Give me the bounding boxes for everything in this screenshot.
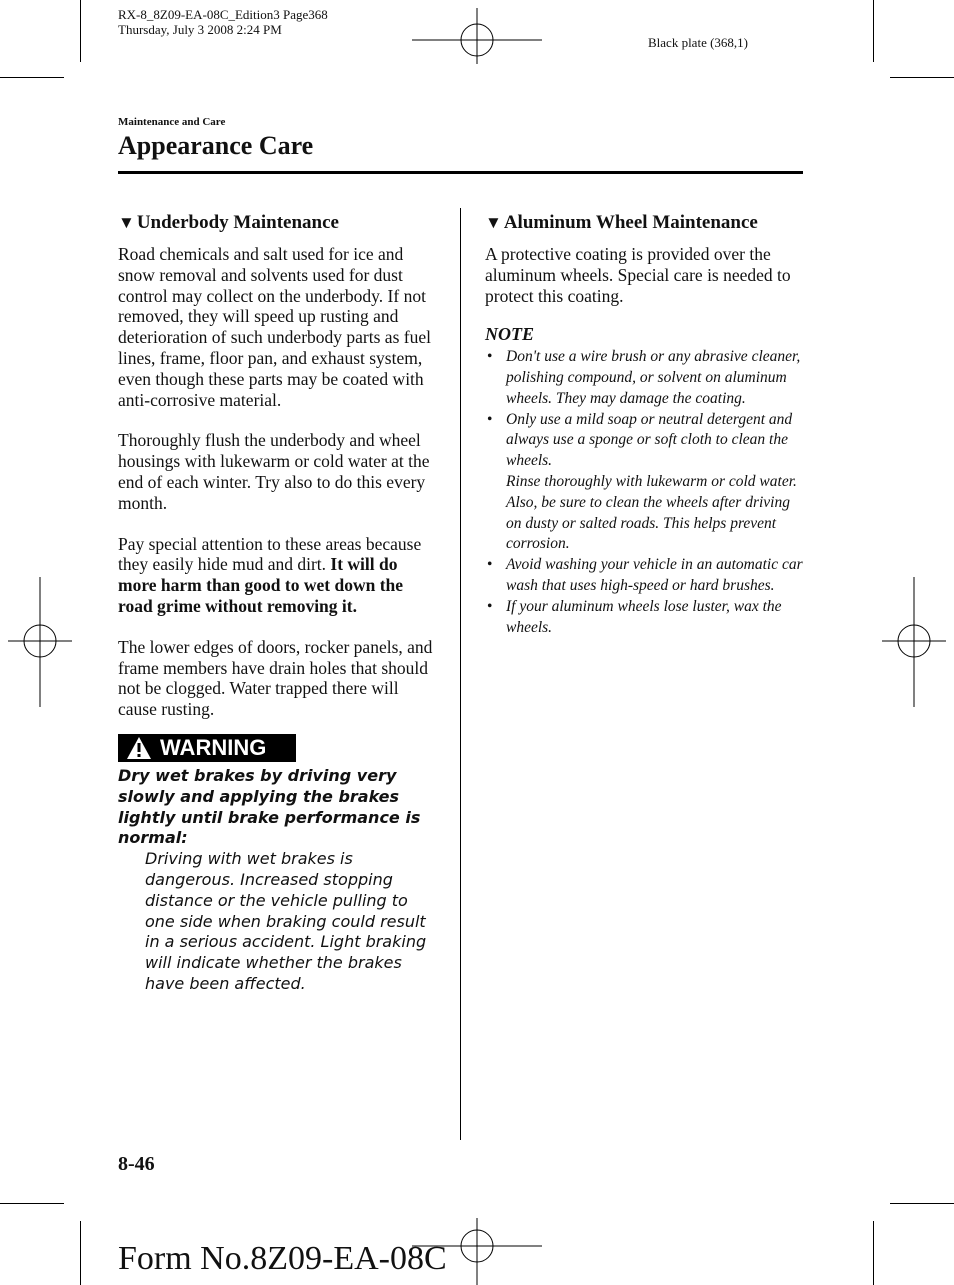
note-text: If your aluminum wheels lose luster, wax the wheels. <box>506 597 782 636</box>
paragraph: A protective coating is provided over the aluminum wheels. Special care is needed to protect this coating. <box>485 244 791 306</box>
list-item <box>485 555 805 597</box>
paragraph-emphasis: It will do more harm than good to wet down the road grime without removing it. <box>118 554 404 616</box>
crop-mark <box>890 77 954 78</box>
note-text-extra: Rinse thoroughly with lukewarm or cold water. Also, be sure to clean the wheels after driving on dusty or salted roads. This helps prevent corrosion. <box>506 472 797 553</box>
triangle-down-icon: ▼ <box>485 213 502 232</box>
list-item <box>485 347 805 409</box>
print-meta-line2: Thursday, July 3 2008 2:24 PM <box>118 22 282 37</box>
note-text: Don't use a wire brush or any abrasive cleaner, polishing compound, or solvent on aluminum wheels. They may damage the coating. <box>506 348 801 407</box>
aluminum-wheel-heading-text: Aluminum Wheel Maintenance <box>503 212 758 233</box>
warning-lead: Dry wet brakes by driving very slowly and applying the brakes lightly until brake performance is normal: <box>118 765 421 848</box>
underbody-heading <box>118 212 440 234</box>
paragraph <box>118 534 440 617</box>
crop-mark <box>0 1203 64 1204</box>
crop-mark <box>80 0 81 62</box>
paragraph: The lower edges of doors, rocker panels, and frame members have drain holes that should not be clogged. Water trapped there will cause rusting. <box>118 636 433 720</box>
crop-mark <box>873 1221 874 1285</box>
form-number: Form No.8Z09-EA-08C <box>118 1240 447 1277</box>
underbody-heading-text: Underbody Maintenance <box>136 212 339 233</box>
registration-mark-icon <box>8 577 72 707</box>
section-label: Maintenance and Care <box>118 116 226 128</box>
bullet-icon: • <box>487 597 493 615</box>
paragraph: Thoroughly flush the underbody and wheel housings with lukewarm or cold water at the end of each winter. Try also to do this every month. <box>118 430 430 513</box>
list-item <box>485 410 805 556</box>
registration-mark-icon <box>412 8 542 64</box>
aluminum-wheel-heading <box>485 212 805 234</box>
crop-mark <box>873 0 874 62</box>
plate-label: Black plate (368,1) <box>648 35 748 50</box>
crop-mark <box>890 1203 954 1204</box>
warning-label: WARNING <box>160 734 267 760</box>
note-text: Only use a mild soap or neutral detergent and always use a sponge or soft cloth to clean the wheels. <box>506 410 793 470</box>
list-item <box>485 597 805 639</box>
registration-mark-icon <box>882 577 946 707</box>
page-number: 8-46 <box>118 1153 155 1175</box>
column-divider <box>460 208 461 1140</box>
right-column <box>485 212 805 638</box>
bullet-icon: • <box>487 410 493 428</box>
paragraph: Road chemicals and salt used for ice and snow removal and solvents used for dust control may collect on the underbody. If not removed, they will speed up rusting and deterioration of such underbody parts as fuel lines, frame, floor pan, and exhaust system, even though these parts may be coated with anti-corrosive material. <box>118 244 431 410</box>
warning-badge <box>118 734 296 762</box>
page-title: Appearance Care <box>118 131 314 160</box>
print-meta-line1: RX-8_8Z09-EA-08C_Edition3 Page368 <box>118 7 328 22</box>
left-column <box>118 212 440 995</box>
triangle-down-icon: ▼ <box>118 213 135 232</box>
note-list <box>485 347 805 638</box>
warning-triangle-icon <box>126 736 152 760</box>
crop-mark <box>0 77 64 78</box>
bullet-icon: • <box>487 556 493 574</box>
warning-body: Driving with wet brakes is dangerous. Increased stopping distance or the vehicle pulling to one side when braking could result in a serious accident. Light braking will indicate whether the brakes have been affected. <box>145 849 427 993</box>
note-text: Avoid washing your vehicle in an automatic car wash that uses high-speed or hard brushes. <box>506 556 803 594</box>
paragraph-text: Pay special attention to these areas because they easily hide mud and dirt. <box>118 533 422 575</box>
title-rule <box>118 171 803 174</box>
note-title: NOTE <box>485 324 534 345</box>
bullet-icon: • <box>487 348 493 366</box>
crop-mark <box>80 1221 81 1285</box>
print-meta <box>118 7 328 37</box>
